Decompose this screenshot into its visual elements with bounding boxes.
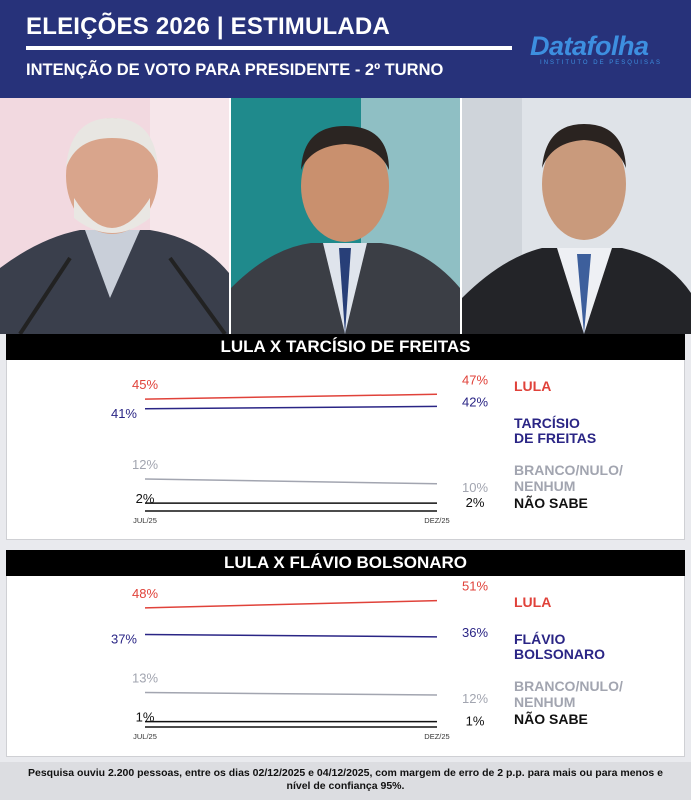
data-label: 51%	[461, 578, 489, 594]
legend-label: DE FREITAS	[514, 430, 597, 446]
data-label: 37%	[110, 631, 137, 647]
legend-label: FLÁVIO	[514, 631, 566, 647]
data-label: 10%	[461, 479, 489, 495]
data-label: 48%	[131, 585, 159, 601]
data-label: 2%	[135, 491, 155, 507]
series-line	[145, 394, 437, 399]
candidate-photos	[0, 98, 691, 334]
data-label: 13%	[131, 670, 159, 686]
data-label: 41%	[110, 405, 137, 421]
photo-tarcisio	[231, 98, 460, 334]
legend-label: BOLSONARO	[514, 646, 605, 662]
chart-lula-flavio	[7, 551, 686, 758]
series-line	[145, 406, 437, 408]
data-label: 12%	[131, 456, 159, 472]
legend-label: NENHUM	[514, 694, 576, 710]
data-label: 42%	[461, 394, 489, 410]
logo-tagline: INSTITUTO DE PESQUISAS	[540, 60, 662, 66]
data-label: 47%	[461, 372, 489, 388]
data-label: 12%	[461, 690, 489, 706]
x-tick-label: DEZ/25	[424, 516, 450, 525]
page-title: ELEIÇÕES 2026 | ESTIMULADA	[26, 13, 390, 40]
data-label: 1%	[465, 713, 485, 729]
x-tick-label: JUL/25	[133, 516, 157, 525]
legend-label: TARCÍSIO	[514, 415, 580, 431]
chart-panel-flavio	[6, 550, 685, 757]
datafolha-logo	[530, 32, 672, 66]
header-banner	[0, 0, 691, 98]
data-label: 2%	[465, 495, 485, 511]
data-label: 45%	[131, 377, 159, 393]
series-line	[145, 601, 437, 608]
logo-wordmark: Datafolha	[530, 31, 649, 61]
series-line	[145, 634, 437, 636]
data-label: 36%	[461, 624, 489, 640]
series-line	[145, 479, 437, 484]
title-divider	[26, 46, 512, 50]
chart-title: LULA X FLÁVIO BOLSONARO	[6, 550, 685, 576]
page-subtitle: INTENÇÃO DE VOTO PARA PRESIDENTE - 2º TURNO	[26, 61, 444, 79]
x-tick-label: JUL/25	[133, 732, 157, 741]
legend-label: LULA	[514, 594, 552, 610]
legend-label: LULA	[514, 378, 552, 394]
data-label: 1%	[135, 709, 155, 725]
legend-label: BRANCO/NULO/	[514, 462, 623, 478]
photo-flavio	[462, 98, 691, 334]
legend-label: BRANCO/NULO/	[514, 678, 623, 694]
legend-label: NÃO SABE	[514, 495, 588, 511]
legend-label: NENHUM	[514, 478, 576, 494]
legend-label: NÃO SABE	[514, 711, 588, 727]
series-line	[145, 693, 437, 695]
chart-panel-tarcisio	[6, 334, 685, 540]
x-tick-label: DEZ/25	[424, 732, 450, 741]
chart-title: LULA X TARCÍSIO DE FREITAS	[6, 334, 685, 360]
photo-lula	[0, 98, 229, 334]
chart-lula-tarcisio	[7, 335, 686, 541]
methodology-note: Pesquisa ouviu 2.200 pessoas, entre os dias 02/12/2025 e 04/12/2025, com margem de erro de 2 p.p. para mais ou para menos e nível de confiança 95%.	[0, 762, 691, 800]
